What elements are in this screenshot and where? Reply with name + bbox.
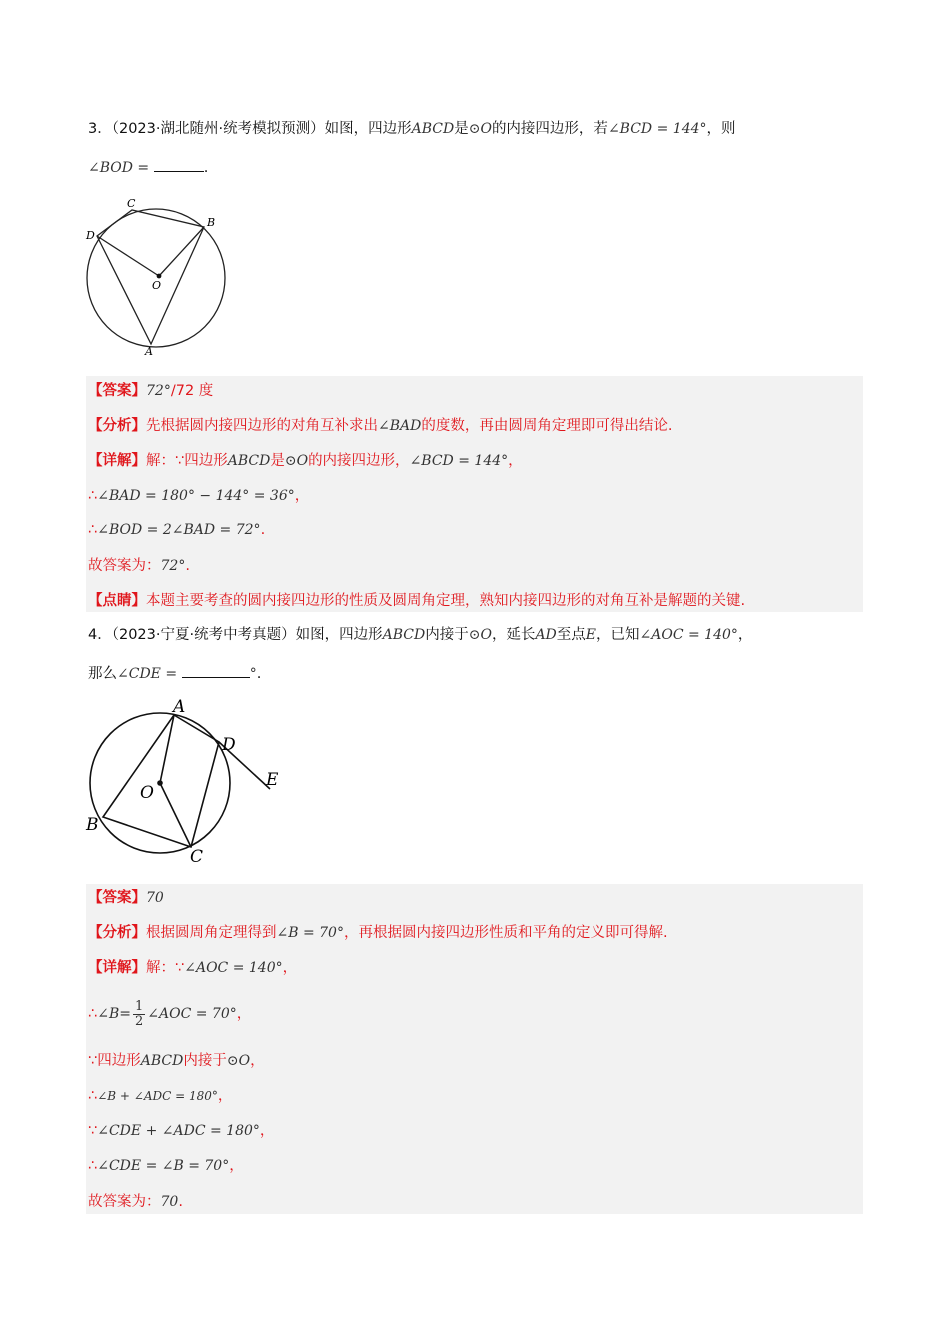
q4-label-o: O [140, 783, 154, 803]
q4-math-circle: ⊙O [468, 627, 492, 643]
a4-step5-math: ∠CDE = ∠B = 70° [97, 1158, 230, 1174]
a3-detail-math: ⊙O [284, 453, 309, 469]
q3-quadrilateral [97, 210, 204, 344]
a4-analysis-line [88, 922, 668, 944]
a4-analysis-math: ∠B = 70° [276, 925, 344, 941]
q3-circle [87, 209, 225, 347]
a4-answer-math: 70 [146, 890, 164, 906]
q4-figure [82, 695, 292, 865]
a3-final-math: 72° [160, 558, 186, 574]
q4-degree: ° [249, 666, 257, 682]
a4-detail-text: 解：∵ [146, 960, 185, 976]
q4-center-dot [157, 780, 163, 786]
q3-math-circle: ⊙O [468, 121, 492, 137]
a3-step2-end: . [260, 522, 266, 538]
a3-analysis-text: 的度数，再由圆周角定理即可得出结论. [421, 418, 673, 434]
q4-math-ad: AD [535, 627, 557, 643]
a4-step2-text: 内接于 [183, 1053, 227, 1069]
a3-detail-text: 解：∵四边形 [146, 453, 228, 469]
a4-step3-end: ， [217, 1088, 233, 1104]
a4-step2-end: ， [250, 1053, 265, 1069]
q3-text: ，则 [706, 121, 736, 137]
a4-detail-line [88, 957, 297, 979]
therefore-symbol: ∴ [88, 1006, 98, 1022]
a4-step3-math: ∠B + ∠ADC = 180° [97, 1089, 218, 1103]
q4-source: （2023·宁夏·统考中考真题） [111, 627, 296, 643]
a4-step5-end: ， [229, 1158, 244, 1174]
q3-math-bod: ∠BOD = [88, 160, 150, 176]
q4-text: 如图，四边形 [295, 627, 383, 643]
q4-label-e: E [266, 770, 279, 790]
a3-analysis-line [88, 415, 672, 437]
a4-step1-line [88, 998, 251, 1030]
q4-stem-line1 [88, 624, 752, 646]
q4-stem-line2 [88, 663, 261, 685]
a3-comment-tag: 【点睛】 [88, 593, 146, 609]
q3-number: 3． [88, 121, 112, 137]
q3-text: 的内接四边形，若 [491, 121, 608, 137]
q4-text: ，已知 [596, 627, 640, 643]
a3-detail-text: 的内接四边形， [308, 453, 410, 469]
a4-step3-line [88, 1085, 232, 1107]
a3-step2-line [88, 519, 265, 541]
q3-label-c: C [127, 197, 136, 210]
q4-label-a: A [173, 697, 186, 717]
a4-step4-end: ， [259, 1123, 275, 1139]
a3-final-text: 故答案为： [88, 558, 161, 574]
a3-detail-math: ABCD [227, 453, 271, 469]
a3-answer-math: 72° [146, 383, 171, 399]
a4-final-line [88, 1191, 183, 1213]
a3-step1-end: ， [294, 488, 310, 504]
a3-detail-tag: 【详解】 [88, 453, 146, 469]
q3-center-dot [157, 274, 162, 279]
q4-text: ，延长 [491, 627, 536, 643]
q3-figure [80, 196, 240, 356]
a3-detail-text: ， [508, 453, 523, 469]
q3-label-a: A [145, 345, 153, 356]
a4-step4-math: ∠CDE + ∠ADC = 180° [97, 1123, 260, 1139]
fraction-denominator: 2 [134, 1013, 144, 1029]
therefore-symbol: ∴ [88, 1088, 98, 1104]
q4-text: 那么 [88, 666, 117, 682]
q4-label-d: D [222, 735, 236, 755]
a4-answer-line [88, 887, 164, 909]
a4-answer-tag: 【答案】 [88, 890, 146, 906]
a4-step2-math: ⊙O [226, 1053, 251, 1069]
a3-step1-line [88, 485, 309, 507]
q3-math-bcd: ∠BCD = 144° [607, 121, 707, 137]
a4-step2-math: ABCD [140, 1053, 184, 1069]
a4-final-text: 故答案为： [88, 1194, 161, 1210]
q3-answer-blank[interactable] [154, 157, 204, 172]
a3-comment-text: 本题主要考查的圆内接四边形的性质及圆周角定理，熟知内接四边形的对角互补是解题的关键. [146, 593, 746, 609]
a4-step5-line [88, 1155, 244, 1177]
q4-answer-blank[interactable] [182, 663, 250, 678]
a3-answer-line [88, 380, 213, 402]
a4-detail-tag: 【详解】 [88, 960, 146, 976]
a4-step2-text: ∵四边形 [88, 1053, 141, 1069]
q4-math-cde: ∠CDE = [117, 666, 178, 682]
a3-answer-tag: 【答案】 [88, 383, 146, 399]
therefore-symbol: ∴ [88, 1158, 98, 1174]
q3-math-abcd: ABCD [411, 121, 455, 137]
q4-number: 4． [88, 627, 112, 643]
a4-analysis-text: 根据圆周角定理得到 [146, 925, 277, 941]
q4-text: 至点 [556, 627, 586, 643]
q3-label-b: B [207, 216, 216, 229]
a4-step2-line [88, 1050, 265, 1072]
a3-detail-line [88, 450, 523, 472]
q3-text: 是 [454, 121, 469, 137]
a3-final-end: . [185, 558, 190, 574]
a4-step4-line [88, 1120, 274, 1142]
q3-label-o: O [152, 279, 162, 292]
q4-math-abcd: ABCD [382, 627, 426, 643]
q3-period: . [203, 160, 209, 176]
q3-text: 如图，四边形 [324, 121, 412, 137]
q4-label-c: C [190, 847, 204, 865]
a3-analysis-math: ∠BAD [378, 418, 422, 434]
a3-answer-text: /72 度 [170, 383, 214, 399]
a3-step2-math: ∠BOD = 2∠BAD = 72° [97, 522, 261, 538]
q4-label-b: B [86, 815, 99, 835]
a4-analysis-text: ，再根据圆内接四边形性质和平角的定义即可得解. [343, 925, 668, 941]
fraction-numerator: 1 [134, 998, 144, 1014]
a4-analysis-tag: 【分析】 [88, 925, 146, 941]
a3-detail-math: ∠BCD = 144° [409, 453, 509, 469]
q4-text: ， [737, 627, 753, 643]
q3-stem-line2 [88, 157, 208, 179]
a3-final-line [88, 555, 190, 577]
because-symbol: ∵ [88, 1123, 98, 1139]
a4-detail-text: ， [282, 960, 298, 976]
q4-math-e: E [585, 627, 597, 643]
q3-stem-line1 [88, 118, 736, 140]
q3-segment-bo [159, 227, 204, 276]
q4-math-aoc: ∠AOC = 140° [639, 627, 738, 643]
therefore-symbol: ∴ [88, 522, 98, 538]
q3-source: （2023·湖北随州·统考模拟预测） [111, 121, 325, 137]
fraction-one-half [133, 1000, 145, 1029]
a3-detail-text: 是 [270, 453, 285, 469]
a3-step1-math: ∠BAD = 180° − 144° = 36° [97, 488, 295, 504]
a4-detail-math: ∠AOC = 140° [184, 960, 283, 976]
a3-comment-line [88, 590, 745, 612]
a3-analysis-text: 先根据圆内接四边形的对角互补求出 [146, 418, 378, 434]
a4-step1-end: ， [236, 1006, 252, 1022]
therefore-symbol: ∴ [88, 488, 98, 504]
q3-label-d: D [86, 229, 95, 242]
a4-step1-math: ∠B= [97, 1006, 131, 1022]
q4-text: 内接于 [425, 627, 469, 643]
a4-final-end: . [178, 1194, 183, 1210]
q4-period: . [256, 666, 262, 682]
a4-step1-math: ∠AOC = 70° [147, 1006, 237, 1022]
a4-final-math: 70 [160, 1194, 179, 1210]
a3-analysis-tag: 【分析】 [88, 418, 146, 434]
